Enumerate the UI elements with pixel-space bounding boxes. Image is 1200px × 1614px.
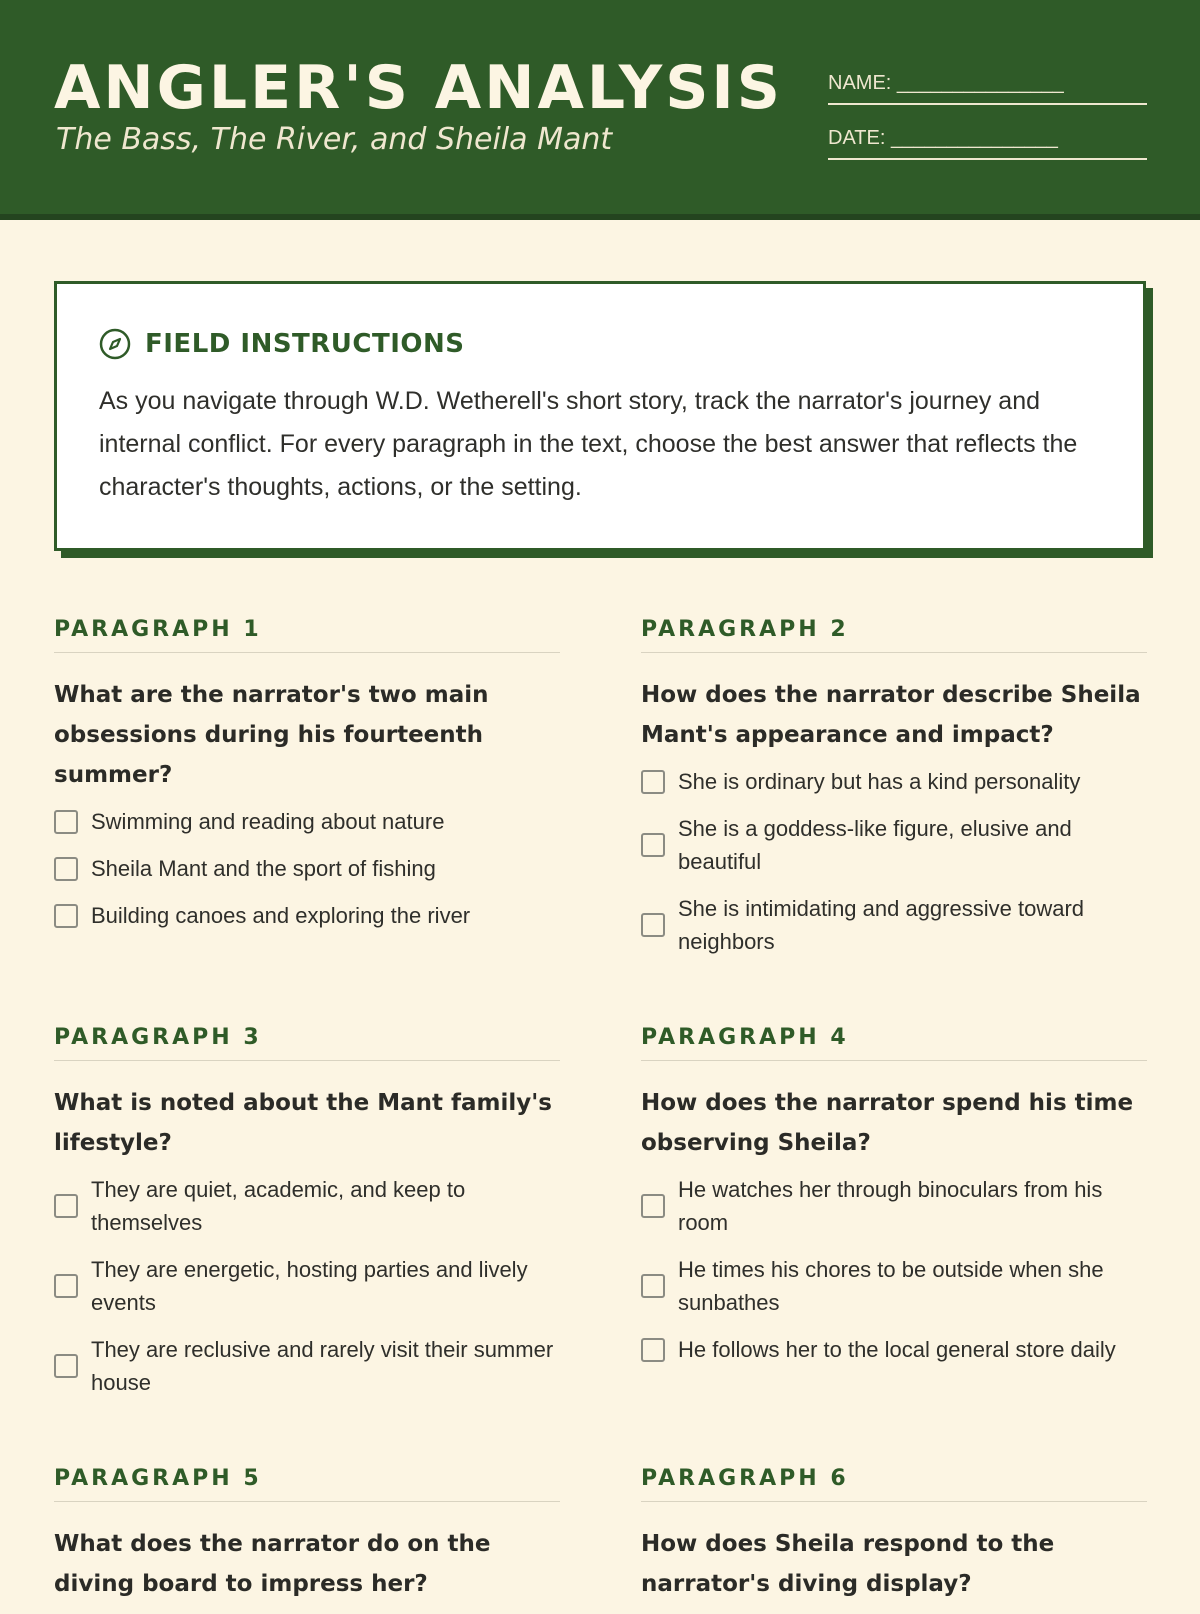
date-field[interactable]: DATE: _______________ bbox=[828, 127, 1147, 160]
question-text: What is noted about the Mant family's lifestyle? bbox=[54, 1090, 552, 1156]
answer-label: They are reclusive and rarely visit their summer house bbox=[91, 1337, 554, 1395]
answer-label: She is a goddess-like figure, elusive and beautiful bbox=[678, 816, 1072, 874]
answer-checkbox[interactable] bbox=[641, 1338, 665, 1362]
answer-checkbox[interactable] bbox=[54, 1194, 78, 1218]
answer-option[interactable] bbox=[641, 765, 1147, 798]
question-text: How does Sheila respond to the narrator's diving display? bbox=[641, 1531, 1055, 1597]
answer-checkbox[interactable] bbox=[641, 770, 665, 794]
paragraph-label: PARAGRAPH 6 bbox=[641, 1466, 1147, 1502]
answer-checkbox[interactable] bbox=[641, 913, 665, 937]
instructions-text: As you navigate through W.D. Wetherell's short story, track the narrator's journey and internal conflict. For every paragraph in the text, choose the best answer that reflects the character's thoughts, actions, or the setting. bbox=[99, 387, 1078, 501]
instructions-heading bbox=[99, 328, 465, 360]
question-block bbox=[641, 1025, 1147, 1380]
worksheet-header bbox=[0, 0, 1200, 220]
answer-checkbox[interactable] bbox=[641, 1194, 665, 1218]
question-text: How does the narrator describe Sheila Mant's appearance and impact? bbox=[641, 682, 1141, 748]
answer-option[interactable] bbox=[54, 805, 560, 838]
answer-option[interactable] bbox=[54, 899, 560, 932]
answer-label: She is ordinary but has a kind personality bbox=[678, 769, 1081, 794]
paragraph-label: PARAGRAPH 2 bbox=[641, 617, 1147, 653]
name-field[interactable]: NAME: _______________ bbox=[828, 72, 1147, 105]
question-block bbox=[54, 1466, 560, 1614]
answer-option[interactable] bbox=[54, 1173, 560, 1239]
question-block bbox=[54, 617, 560, 946]
question-block bbox=[54, 1025, 560, 1413]
page-subtitle: The Bass, The River, and Sheila Mant bbox=[56, 122, 613, 157]
paragraph-label: PARAGRAPH 3 bbox=[54, 1025, 560, 1061]
answer-option[interactable] bbox=[641, 1333, 1147, 1366]
answer-option[interactable] bbox=[54, 1333, 560, 1399]
answer-option[interactable] bbox=[641, 1253, 1147, 1319]
answer-checkbox[interactable] bbox=[54, 904, 78, 928]
answer-label: Sheila Mant and the sport of fishing bbox=[91, 856, 436, 881]
answer-option[interactable] bbox=[641, 812, 1147, 878]
answer-option[interactable] bbox=[641, 892, 1147, 958]
instructions-title: FIELD INSTRUCTIONS bbox=[145, 329, 465, 359]
question-text: What are the narrator's two main obsessions during his fourteenth summer? bbox=[54, 682, 489, 788]
answer-option[interactable] bbox=[54, 852, 560, 885]
question-block bbox=[641, 1466, 1147, 1614]
compass-icon bbox=[99, 328, 131, 360]
answer-checkbox[interactable] bbox=[54, 1274, 78, 1298]
paragraph-label: PARAGRAPH 1 bbox=[54, 617, 560, 653]
answer-label: They are quiet, academic, and keep to themselves bbox=[91, 1177, 466, 1235]
answer-label: Building canoes and exploring the river bbox=[91, 903, 471, 928]
answer-checkbox[interactable] bbox=[641, 833, 665, 857]
answer-checkbox[interactable] bbox=[54, 810, 78, 834]
answer-label: He follows her to the local general store daily bbox=[678, 1337, 1116, 1362]
answer-checkbox[interactable] bbox=[641, 1274, 665, 1298]
page-title: ANGLER'S ANALYSIS bbox=[54, 53, 783, 123]
answer-option[interactable] bbox=[641, 1173, 1147, 1239]
answer-checkbox[interactable] bbox=[54, 1354, 78, 1378]
instructions-box bbox=[54, 281, 1146, 551]
paragraph-label: PARAGRAPH 4 bbox=[641, 1025, 1147, 1061]
paragraph-label: PARAGRAPH 5 bbox=[54, 1466, 560, 1502]
answer-label: They are energetic, hosting parties and lively events bbox=[91, 1257, 528, 1315]
answer-label: He times his chores to be outside when she sunbathes bbox=[678, 1257, 1104, 1315]
question-block bbox=[641, 617, 1147, 972]
question-text: How does the narrator spend his time observing Sheila? bbox=[641, 1090, 1134, 1156]
answer-option[interactable] bbox=[54, 1253, 560, 1319]
question-text: What does the narrator do on the diving board to impress her? bbox=[54, 1531, 491, 1597]
answer-label: Swimming and reading about nature bbox=[91, 809, 445, 834]
answer-label: He watches her through binoculars from his room bbox=[678, 1177, 1103, 1235]
answer-label: She is intimidating and aggressive toward neighbors bbox=[678, 896, 1085, 954]
answer-checkbox[interactable] bbox=[54, 857, 78, 881]
